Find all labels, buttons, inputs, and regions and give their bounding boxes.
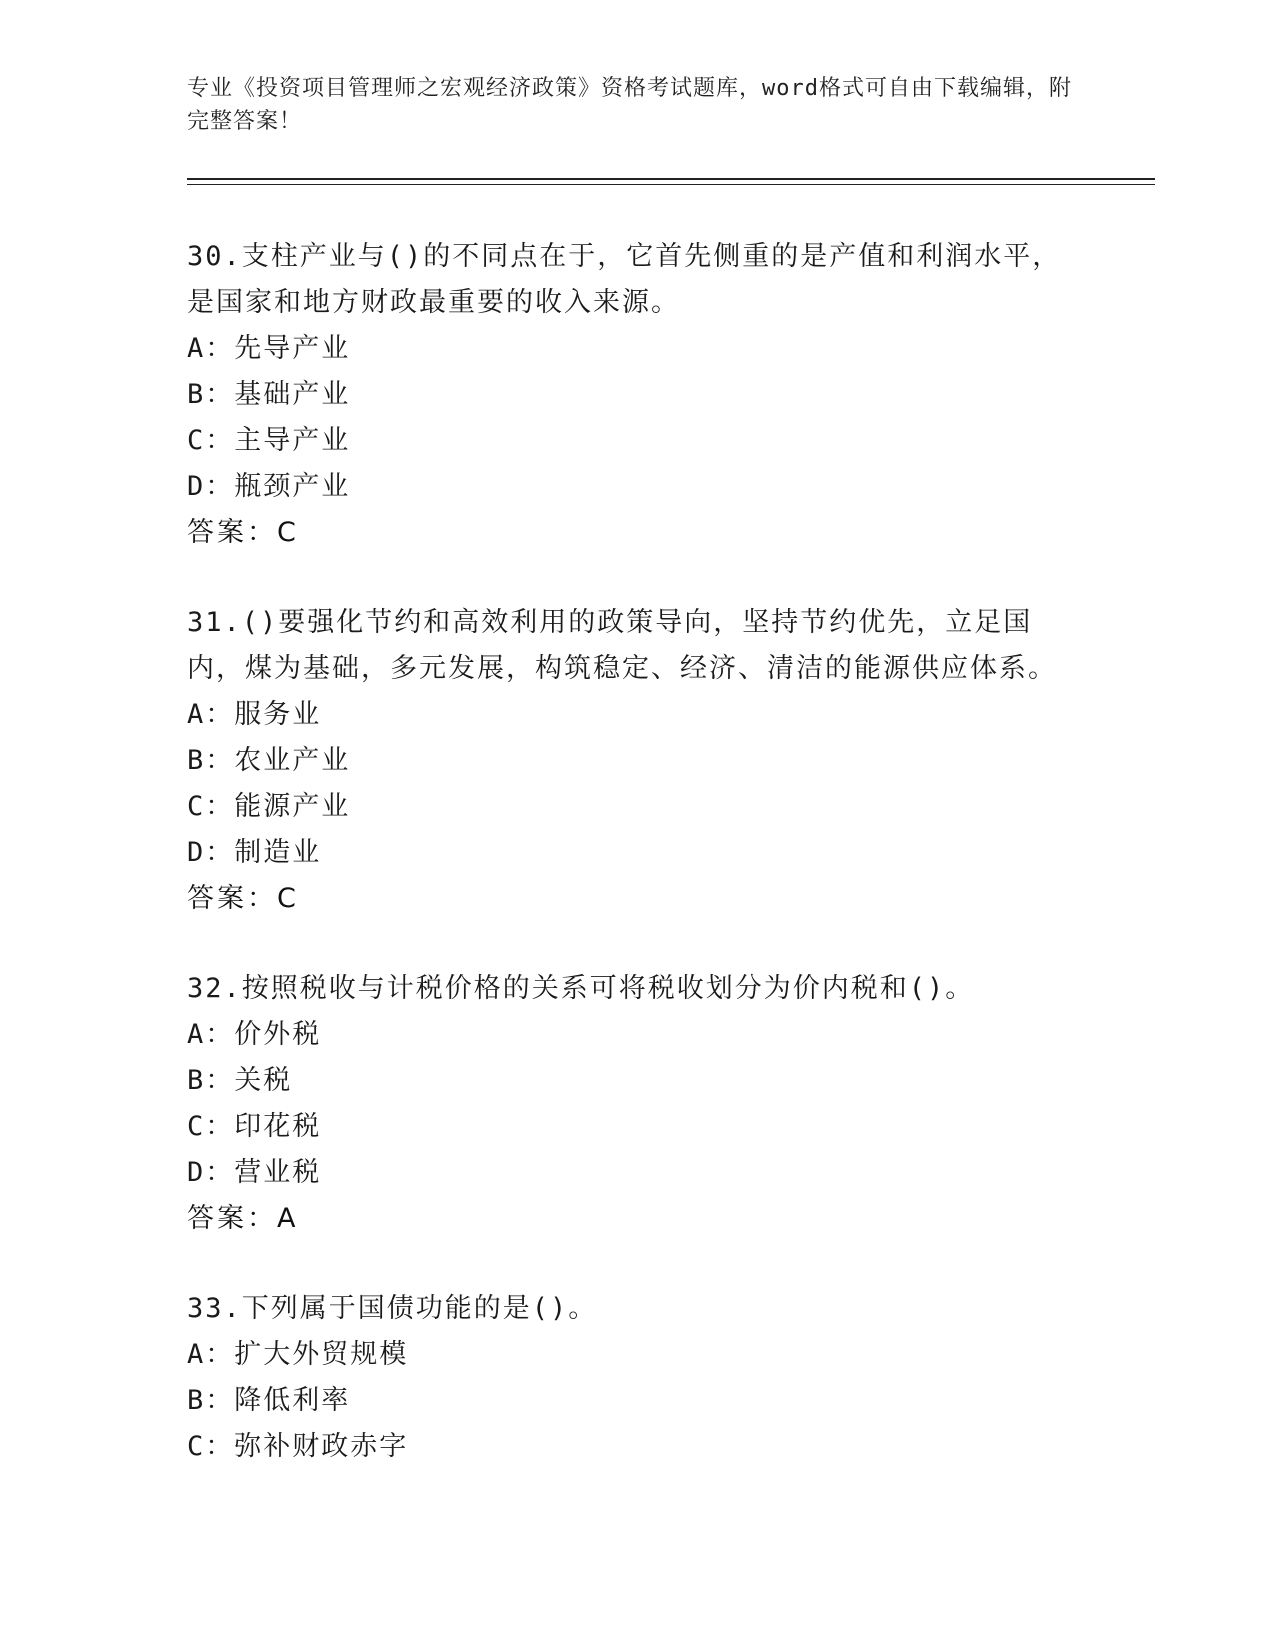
header-divider-thick — [187, 178, 1155, 180]
option-b: B：降低利率 — [187, 1385, 351, 1416]
document-header: 专业《投资项目管理师之宏观经济政策》资格考试题库，word格式可自由下载编辑，附完整答案！ — [187, 76, 1072, 134]
option-c: C：主导产业 — [187, 425, 351, 456]
header-divider-thin — [187, 184, 1155, 185]
question-stem: 33.下列属于国债功能的是()。 — [187, 1293, 598, 1324]
option-c: C：弥补财政赤字 — [187, 1431, 409, 1462]
option-a: A：先导产业 — [187, 333, 351, 364]
answer: 答案：C — [187, 883, 299, 914]
question-stem: 32.按照税收与计税价格的关系可将税收划分为价内税和()。 — [187, 973, 975, 1004]
option-b: B：基础产业 — [187, 379, 351, 410]
option-d: D：营业税 — [187, 1157, 322, 1188]
question-stem: 30.支柱产业与()的不同点在于，它首先侧重的是产值和利润水平，是国家和地方财政最重要的收入来源。 — [187, 241, 1062, 318]
option-b: B：关税 — [187, 1065, 293, 1096]
question-32 — [187, 966, 1087, 1242]
option-a: A：扩大外贸规模 — [187, 1339, 409, 1370]
option-c: C：印花税 — [187, 1111, 322, 1142]
question-33 — [187, 1286, 1087, 1470]
question-31 — [187, 600, 1087, 922]
option-d: D：瓶颈产业 — [187, 471, 351, 502]
answer: 答案：A — [187, 1203, 299, 1234]
option-c: C：能源产业 — [187, 791, 351, 822]
option-d: D：制造业 — [187, 837, 322, 868]
option-a: A：服务业 — [187, 699, 322, 730]
question-30 — [187, 234, 1087, 556]
option-a: A：价外税 — [187, 1019, 322, 1050]
question-stem: 31.()要强化节约和高效利用的政策导向，坚持节约优先，立足国内，煤为基础，多元发展，构筑稳定、经济、清洁的能源供应体系。 — [187, 607, 1057, 684]
answer: 答案：C — [187, 517, 299, 548]
option-b: B：农业产业 — [187, 745, 351, 776]
question-list — [187, 234, 1087, 1514]
